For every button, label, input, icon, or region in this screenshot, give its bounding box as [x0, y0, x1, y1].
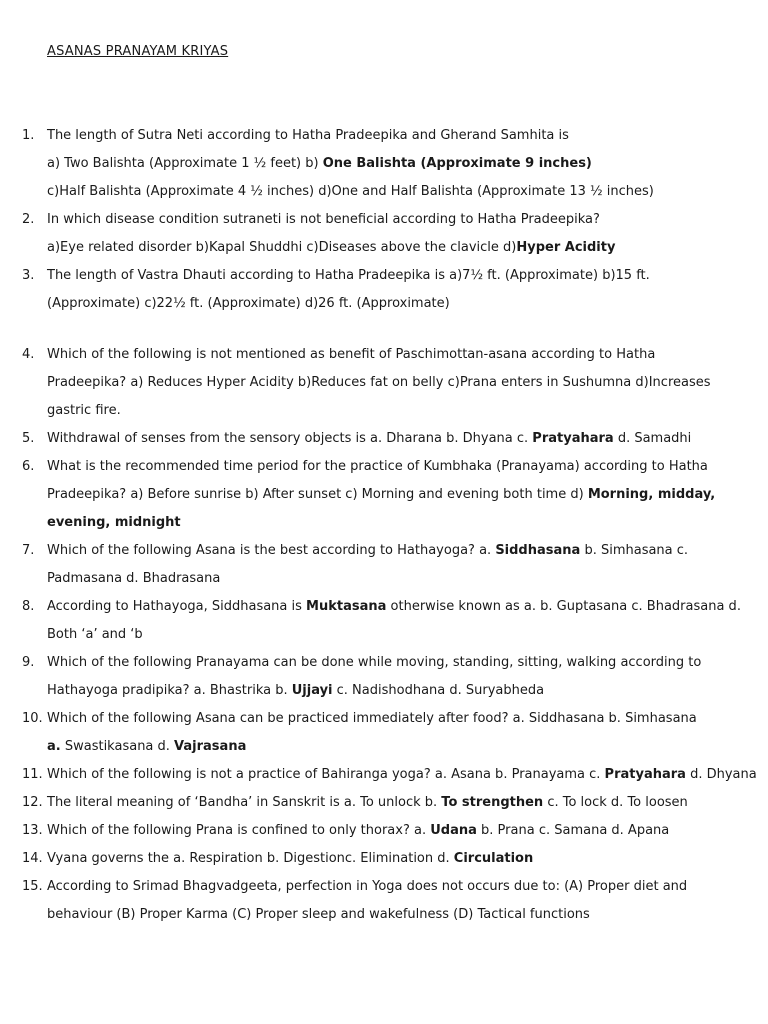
question-text: c. To lock d. To loosen: [543, 795, 688, 810]
question-number: 15.: [22, 879, 43, 894]
question-text: c)Half Balishta (Approximate 4 ½ inches) d)One and Half Balishta (Approximate 13 ½ inches): [47, 184, 654, 199]
question-line: [47, 431, 691, 447]
question-text: Pradeepika? a) Reduces Hyper Acidity b)Reduces fat on belly c)Prana enters in Sushumna d)Increases: [47, 375, 711, 390]
answer-highlight: evening, midnight: [47, 515, 181, 530]
answer-highlight: Hyper Acidity: [516, 240, 616, 255]
question-line: [47, 375, 711, 391]
question-text: Swastikasana d.: [60, 739, 175, 754]
question-number: 12.: [22, 795, 43, 810]
question-line: [47, 184, 654, 200]
answer-highlight: Vajrasana: [174, 739, 247, 754]
answer-highlight: To strengthen: [441, 795, 544, 810]
question-number: 6.: [22, 459, 35, 474]
question-number: 8.: [22, 599, 35, 614]
answer-highlight: Circulation: [453, 851, 534, 866]
question-text: What is the recommended time period for the practice of Kumbhaka (Pranayama) according to Hatha: [47, 459, 708, 474]
question-line: [47, 823, 669, 839]
question-line: [47, 515, 181, 531]
question-line: [47, 347, 655, 363]
question-text: Which of the following Prana is confined to only thorax? a.: [47, 823, 431, 838]
question-text: otherwise known as a. b. Guptasana c. Bhadrasana d.: [386, 599, 741, 614]
question-line: [47, 571, 220, 587]
question-line: [47, 683, 544, 699]
question-text: d. Dhyana: [685, 767, 757, 782]
answer-highlight: Muktasana: [306, 599, 387, 614]
question-line: [47, 711, 697, 727]
question-text: The length of Vastra Dhauti according to Hatha Pradeepika is a)7½ ft. (Approximate) b)15 ft.: [47, 268, 650, 283]
page-title: ASANAS PRANAYAM KRIYAS: [47, 44, 229, 59]
answer-highlight: Pratyahara: [604, 767, 686, 782]
question-line: [47, 403, 121, 419]
question-number: 9.: [22, 655, 35, 670]
question-line: [47, 268, 650, 284]
question-line: [47, 459, 708, 475]
question-number: 14.: [22, 851, 43, 866]
question-text: b. Prana c. Samana d. Apana: [476, 823, 670, 838]
question-text: Withdrawal of senses from the sensory objects is a. Dharana b. Dhyana c.: [47, 431, 533, 446]
question-text: According to Srimad Bhagvadgeeta, perfection in Yoga does not occurs due to: (A) Proper diet and: [47, 879, 688, 894]
question-line: [47, 487, 715, 503]
question-text: Both ‘a’ and ‘b: [47, 627, 143, 642]
question-line: [47, 739, 246, 755]
question-line: [47, 156, 592, 172]
question-number: 1.: [22, 128, 35, 143]
question-number: 3.: [22, 268, 35, 283]
question-text: a)Eye related disorder b)Kapal Shuddhi c)Diseases above the clavicle d): [47, 240, 517, 255]
question-number: 10.: [22, 711, 43, 726]
question-number: 4.: [22, 347, 35, 362]
question-text: Which of the following is not a practice of Bahiranga yoga? a. Asana b. Pranayama c.: [47, 767, 605, 782]
answer-highlight: Siddhasana: [495, 543, 581, 558]
answer-highlight: Ujjayi: [291, 683, 333, 698]
answer-highlight: Udana: [430, 823, 477, 838]
question-line: [47, 795, 688, 811]
question-line: [47, 879, 687, 895]
question-text: d. Samadhi: [613, 431, 692, 446]
question-text: The length of Sutra Neti according to Hatha Pradeepika and Gherand Samhita is: [47, 128, 569, 143]
question-text: behaviour (B) Proper Karma (C) Proper sleep and wakefulness (D) Tactical functions: [47, 907, 590, 922]
question-number: 11.: [22, 767, 43, 782]
question-text: Which of the following Asana can be practiced immediately after food? a. Siddhasana b. Simhasana: [47, 711, 697, 726]
question-text: a) Two Balishta (Approximate 1 ½ feet) b): [47, 156, 323, 171]
question-text: b. Simhasana c.: [580, 543, 689, 558]
question-text: Which of the following is not mentioned as benefit of Paschimottan-asana according to Hatha: [47, 347, 656, 362]
question-text: Hathayoga pradipika? a. Bhastrika b.: [47, 683, 292, 698]
question-text: Pradeepika? a) Before sunrise b) After sunset c) Morning and evening both time d): [47, 487, 588, 502]
question-text: Which of the following Pranayama can be done while moving, standing, sitting, walking according to: [47, 655, 702, 670]
question-text: The literal meaning of ‘Bandha’ in Sanskrit is a. To unlock b.: [47, 795, 442, 810]
question-line: [47, 212, 600, 228]
question-line: [47, 655, 701, 671]
question-number: 2.: [22, 212, 35, 227]
question-line: [47, 296, 450, 312]
answer-highlight: Morning, midday,: [587, 487, 716, 502]
question-text: (Approximate) c)22½ ft. (Approximate) d)26 ft. (Approximate): [47, 296, 450, 311]
question-line: [47, 907, 590, 923]
question-text: c. Nadishodhana d. Suryabheda: [332, 683, 545, 698]
question-text: In which disease condition sutraneti is not beneficial according to Hatha Pradeepika?: [47, 212, 600, 227]
question-text: Padmasana d. Bhadrasana: [47, 571, 221, 586]
question-line: [47, 599, 741, 615]
question-number: 13.: [22, 823, 43, 838]
question-line: [47, 543, 688, 559]
question-text: Vyana governs the a. Respiration b. Digestionc. Elimination d.: [47, 851, 454, 866]
answer-highlight: a.: [47, 739, 61, 754]
question-line: [47, 851, 533, 867]
question-text: Which of the following Asana is the best according to Hathayoga? a.: [47, 543, 496, 558]
question-line: [47, 128, 569, 144]
question-line: [47, 240, 615, 256]
question-line: [47, 627, 143, 643]
question-text: gastric fire.: [47, 403, 121, 418]
answer-highlight: One Balishta (Approximate 9 inches): [322, 156, 592, 171]
answer-highlight: Pratyahara: [532, 431, 614, 446]
question-line: [47, 767, 757, 783]
question-number: 5.: [22, 431, 35, 446]
question-number: 7.: [22, 543, 35, 558]
question-text: According to Hathayoga, Siddhasana is: [47, 599, 307, 614]
